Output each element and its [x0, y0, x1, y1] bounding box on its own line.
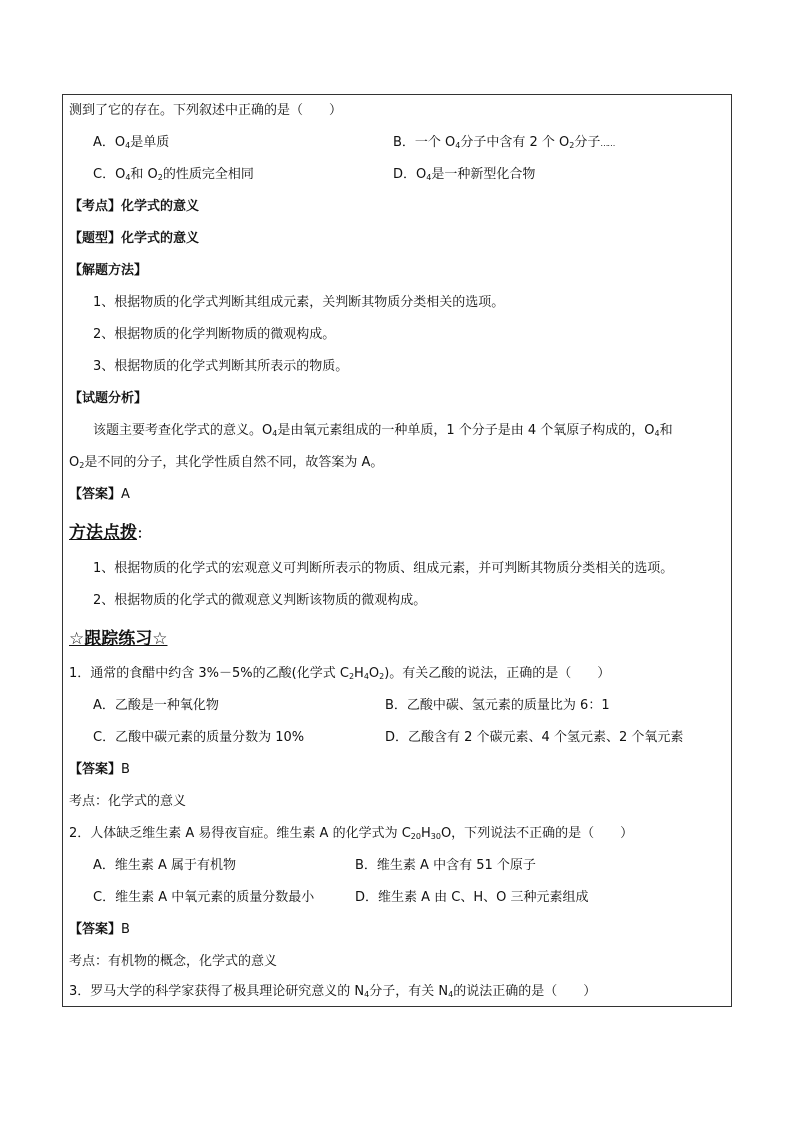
analysis-label-line	[63, 386, 731, 412]
method-item-3: 3、根据物质的化学式判断其所表示的物质。	[93, 359, 349, 374]
q2-options-row-1	[63, 853, 731, 879]
q2-option-c: C．维生素 A 中氧元素的质量分数最小	[93, 890, 315, 905]
q1-answer-text: B	[121, 762, 130, 777]
q1-option-a: A．乙酸是一种氧化物	[93, 698, 219, 713]
q2-answer-label: 【答案】	[69, 922, 122, 937]
q2-options-row-2	[63, 885, 731, 911]
tixing-line	[63, 226, 731, 252]
analysis-line-1: 该题主要考查化学式的意义。$O_4$是由氧元素组成的一种单质，1 个分子是由 4 个氧原子构成的，$O_4$和	[93, 423, 673, 438]
q1-options-row-2	[63, 725, 731, 751]
q2-option-a: A．维生素 A 属于有机物	[93, 858, 237, 873]
q1-options-row-1	[63, 693, 731, 719]
q2-answer-line	[63, 917, 731, 943]
q1-answer-label: 【答案】	[69, 762, 122, 777]
answer-label: 【答案】	[69, 487, 122, 502]
method-item-1: 1、根据物质的化学式判断其组成元素，关判断其物质分类相关的选项。	[93, 295, 505, 310]
q0-option-a: A．$O_4$是单质	[93, 135, 170, 150]
q2-option-d: D．维生素 A 由 C、H、O 三种元素组成	[355, 890, 589, 905]
q1-option-c: C．乙酸中碳元素的质量分数为 10%	[93, 730, 305, 745]
q2-option-b: B．维生素 A 中含有 51 个原子	[355, 858, 536, 873]
tips-heading: 方法点拨	[69, 523, 137, 543]
q1-option-b: B．乙酸中碳、氢元素的质量比为 6：1	[385, 698, 610, 713]
kaodian-line	[63, 194, 731, 220]
intro-line: 测到了它的存在。下列叙述中正确的是（ ）	[69, 103, 343, 118]
method-item-2: 2、根据物质的化学判断物质的微观构成。	[93, 327, 336, 342]
q0-option-d: D．$O_4$是一种新型化合物	[393, 167, 536, 182]
method-label: 【解题方法】	[69, 263, 148, 278]
practice-heading: ☆跟踪练习☆	[69, 629, 168, 649]
analysis-line-2: $O_2$是不同的分子，其化学性质自然不同，故答案为 A。	[69, 455, 384, 470]
q2-stem: 2．人体缺乏维生素 A 易得夜盲症。维生素 A 的化学式为 $C_{20}H_{30}O$，下列说法不正确的是（ ）	[69, 826, 634, 841]
q1-answer-line	[63, 757, 731, 783]
ellipsis-marks: ……	[600, 139, 615, 148]
q2-point: 考点：有机物的概念，化学式的意义	[69, 954, 278, 969]
practice-heading-line	[63, 624, 731, 654]
tip-item-2: 2、根据物质的化学式的微观意义判断该物质的微观构成。	[93, 593, 427, 608]
answer-line	[63, 482, 731, 508]
q1-stem: 1．通常的食醋中约含 3%－5%的乙酸(化学式 $C_2H_4O_2$)。有关乙酸的说法，正确的是（ ）	[69, 666, 611, 681]
q3-stem: 3．罗马大学的科学家获得了极具理论研究意义的 $N_4$分子，有关 $N_4$的说法正确的是（ ）	[69, 984, 597, 999]
tip-item-1: 1、根据物质的化学式的宏观意义可判断所表示的物质、组成元素，并可判断其物质分类相关的选项。	[93, 561, 674, 576]
q0-option-c: C．$O_4$和 $O_2$的性质完全相同	[93, 167, 254, 182]
analysis-label: 【试题分析】	[69, 391, 148, 406]
kaodian-text: 化学式的意义	[121, 199, 200, 214]
method-label-line	[63, 258, 731, 284]
q0-options-row-2	[63, 162, 731, 188]
tips-heading-line: 方法点拨：	[69, 523, 151, 543]
tixing-label: 【题型】	[69, 231, 122, 246]
q1-point: 考点：化学式的意义	[69, 794, 187, 809]
q0-options-row-1	[63, 130, 731, 156]
q0-option-b: B．一个 $O_4$分子中含有 2 个 $O_2$分子……	[393, 135, 615, 150]
tixing-text: 化学式的意义	[121, 231, 200, 246]
q1-option-d: D．乙酸含有 2 个碳元素、4 个氢元素、2 个氧元素	[385, 730, 684, 745]
kaodian-label: 【考点】	[69, 199, 122, 214]
q2-answer-text: B	[121, 922, 130, 937]
content-frame	[62, 94, 732, 1007]
answer-text: A	[121, 487, 130, 502]
